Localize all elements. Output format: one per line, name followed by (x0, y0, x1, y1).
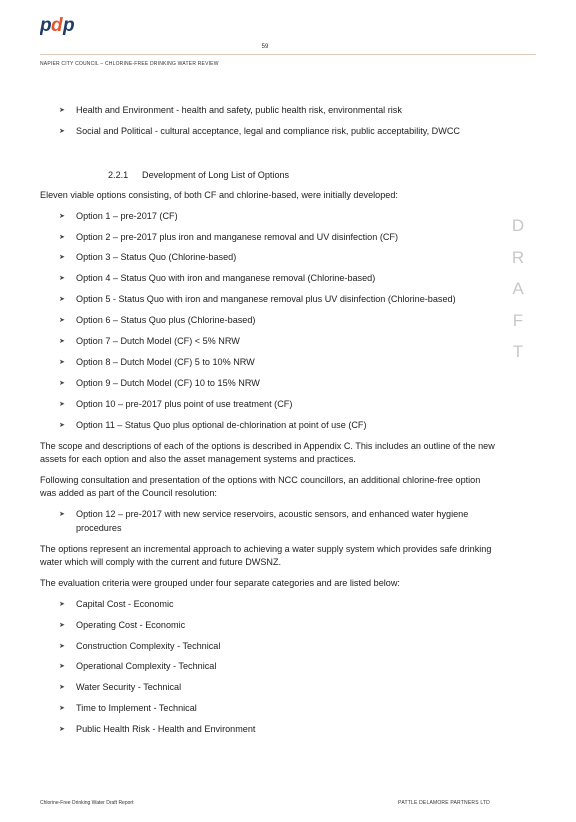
bullet-arrow-icon: ➤ (59, 421, 65, 429)
bullet-arrow-icon: ➤ (59, 621, 65, 629)
list-item: ➤ Option 8 – Dutch Model (CF) 5 to 10% NRW (40, 356, 496, 369)
svg-text:p: p (63, 15, 75, 36)
list-item: ➤ Option 1 – pre-2017 (CF) (40, 210, 496, 223)
bullet-arrow-icon: ➤ (59, 233, 65, 241)
list-item: ➤ Option 5 - Status Quo with iron and manganese removal plus UV disinfection (Chlorine-based) (40, 293, 496, 306)
list-item: ➤ Capital Cost - Economic (40, 598, 496, 611)
list-item: ➤ Operational Complexity - Technical (40, 660, 496, 673)
list-item: ➤ Option 12 – pre-2017 with new service reservoirs, acoustic sensors, and enhanced water hygiene procedures (59, 509, 469, 533)
list-item: ➤ Option 4 – Status Quo with iron and manganese removal (Chlorine-based) (40, 272, 496, 285)
list-item: ➤ Option 10 – pre-2017 plus point of use treatment (CF) (40, 398, 496, 411)
paragraph-intro: Eleven viable options consisting, of both CF and chlorine-based, were initially developed: (40, 189, 398, 200)
footer-company: PATTLE DELAMORE PARTNERS LTD (398, 800, 490, 806)
bullet-arrow-icon: ➤ (59, 705, 65, 713)
watermark-letter: R (511, 247, 525, 267)
bullet-arrow-icon: ➤ (59, 511, 65, 519)
watermark-letter: T (512, 342, 524, 361)
running-header: NAPIER CITY COUNCIL – CHLORINE-FREE DRINKING WATER REVIEW (40, 61, 219, 67)
paragraph-incremental: The options represent an incremental approach to achieving a water supply system which provides safe drinking water which will comply with the current and future DWSNZ. (40, 543, 492, 567)
list-item: ➤ Option 7 – Dutch Model (CF) < 5% NRW (40, 335, 496, 348)
paragraph-consultation: Following consultation and presentation of the options with NCC councillors, an additional chlorine-free option was added as part of the Council resolution: (40, 474, 481, 499)
bullet-arrow-icon: ➤ (59, 642, 65, 650)
list-item: ➤ Option 3 – Status Quo (Chlorine-based) (40, 251, 496, 264)
bullet-arrow-icon: ➤ (59, 358, 65, 366)
bullet-arrow-icon: ➤ (59, 254, 65, 262)
bullet-arrow-icon: ➤ (59, 726, 65, 734)
bullet-arrow-icon: ➤ (59, 379, 65, 387)
bullet-arrow-icon: ➤ (59, 338, 65, 346)
list-item: ➤ Option 6 – Status Quo plus (Chlorine-based) (40, 314, 496, 327)
bullet-arrow-icon: ➤ (59, 275, 65, 283)
list-item: ➤ Time to Implement - Technical (40, 702, 496, 715)
paragraph-criteria: The evaluation criteria were grouped under four separate categories and are listed below: (40, 577, 400, 588)
bullet-arrow-icon: ➤ (59, 127, 65, 135)
list-item: ➤ Social and Political - cultural acceptance, legal and compliance risk, public acceptability, DWCC (40, 125, 496, 138)
bullet-arrow-icon: ➤ (59, 107, 65, 114)
page-number: 59 (261, 44, 269, 50)
document-body (40, 104, 496, 744)
svg-text:p: p (40, 15, 52, 36)
list-item: ➤ Public Health Risk - Health and Environment (40, 723, 496, 736)
watermark-letter: D (511, 216, 525, 235)
list-item: ➤ Option 9 – Dutch Model (CF) 10 to 15% NRW (40, 377, 496, 390)
list-item: ➤ Option 11 – Status Quo plus optional de-chlorination at point of use (CF) (40, 419, 496, 432)
list-item: ➤ Health and Environment - health and safety, public health risk, environmental risk (40, 104, 496, 117)
bullet-arrow-icon: ➤ (59, 400, 65, 408)
pdp-logo (40, 14, 82, 38)
footer-report-title: Chlorine-Free Drinking Water Draft Report (40, 800, 134, 806)
bullet-arrow-icon: ➤ (59, 317, 65, 325)
list-item: ➤ Construction Complexity - Technical (40, 640, 496, 653)
paragraph-scope: The scope and descriptions of each of the options is described in Appendix C. This includes an outline of the new assets for each option and also the asset management systems and practices. (40, 440, 495, 464)
watermark-letter: F (512, 310, 524, 330)
bullet-arrow-icon: ➤ (59, 684, 65, 692)
bullet-arrow-icon: ➤ (59, 600, 65, 608)
header-rule (40, 54, 536, 55)
list-item: ➤ Water Security - Technical (40, 681, 496, 694)
watermark-letter: A (512, 279, 524, 298)
bullet-arrow-icon: ➤ (59, 663, 65, 671)
list-item: ➤ Option 2 – pre-2017 plus iron and manganese removal and UV disinfection (CF) (40, 231, 496, 244)
bullet-arrow-icon: ➤ (59, 296, 65, 304)
list-item: ➤ Operating Cost - Economic (40, 619, 496, 632)
section-heading: 2.2.1 Development of Long List of Options (108, 170, 290, 181)
draft-watermark (506, 210, 530, 368)
svg-text:d: d (51, 15, 63, 36)
bullet-arrow-icon: ➤ (59, 212, 65, 220)
